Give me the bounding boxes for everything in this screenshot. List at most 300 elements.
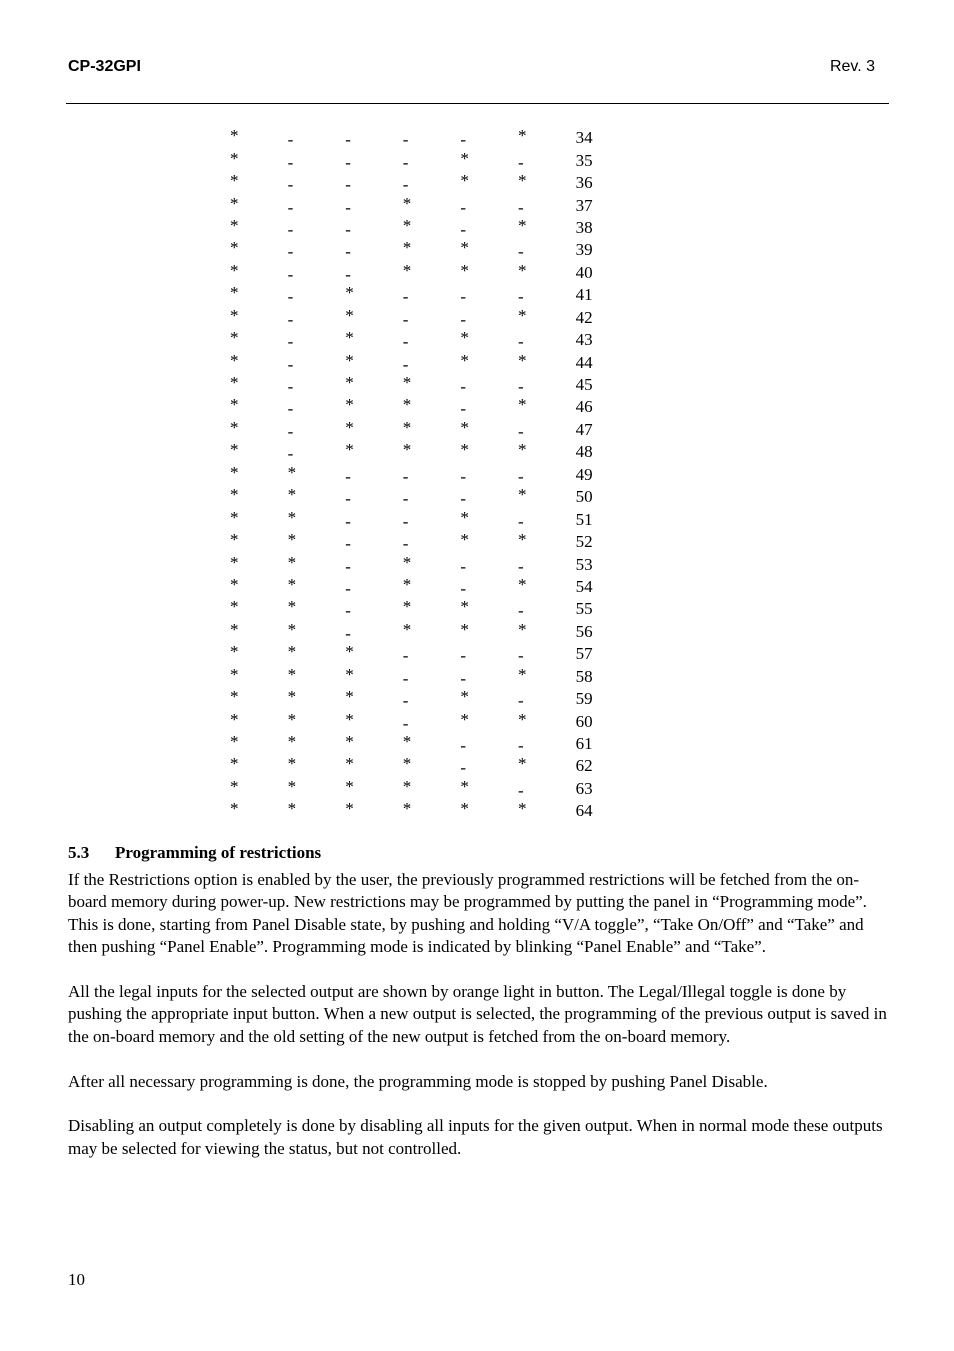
code-cell [345,351,403,373]
code-cell [288,553,346,575]
code-number: 50 [575,487,593,507]
code-cell [230,800,288,822]
code-number: 62 [575,756,593,776]
code-symbol: - [460,736,467,756]
code-number: 48 [575,442,593,462]
code-cell [345,239,403,261]
code-cell [230,666,288,688]
code-symbol: - [402,668,409,688]
code-symbol: * [230,283,239,303]
code-symbol: * [230,687,239,707]
code-cell [460,307,518,329]
code-symbol: * [230,574,239,594]
code-number: 56 [575,621,593,641]
code-symbol: - [287,242,294,262]
code-cell [345,755,403,777]
code-symbol: * [287,507,297,527]
code-symbol: * [517,260,527,280]
code-cell [345,643,403,665]
code-cell [345,419,403,441]
code-cell [288,149,346,171]
code-symbol: * [287,485,297,505]
code-symbol: * [402,215,412,235]
code-symbol: - [460,219,467,239]
code-symbol: * [460,507,469,527]
code-symbol: * [460,148,469,168]
code-row [230,239,616,261]
code-symbol: * [345,642,354,662]
code-symbol: * [402,417,412,437]
code-number: 51 [575,509,593,529]
code-cell [288,374,346,396]
code-row [230,127,616,149]
code-symbol: * [230,799,239,819]
code-symbol: - [517,556,524,576]
code-cell [288,194,346,216]
code-number: 44 [575,352,593,372]
code-number: 55 [575,599,593,619]
code-cell [345,441,403,463]
code-cell [403,396,461,418]
code-cell [460,396,518,418]
code-cell [288,800,346,822]
code-cell [403,778,461,800]
code-symbol: - [402,354,409,374]
code-row [230,329,616,351]
code-cell [288,419,346,441]
code-cell [345,374,403,396]
code-symbol: * [517,215,527,235]
code-symbol: * [517,619,527,639]
code-symbol: - [517,287,524,307]
code-row [230,598,616,620]
code-cell [518,531,576,553]
code-cell [460,553,518,575]
code-cell [230,374,288,396]
code-cell [518,598,576,620]
code-symbol: - [402,287,409,307]
code-cell [460,149,518,171]
code-cell [460,464,518,486]
code-cell [345,486,403,508]
code-row [230,441,616,463]
code-cell [403,262,461,284]
code-number: 43 [575,330,593,350]
code-cell [518,688,576,710]
code-symbol: - [517,780,524,800]
code-cell [345,464,403,486]
code-symbol: - [287,175,294,195]
code-cell [345,194,403,216]
code-symbol: * [230,126,239,146]
code-cell [345,172,403,194]
code-symbol: * [517,350,527,370]
code-cell [403,621,461,643]
code-cell [403,666,461,688]
code-cell [403,733,461,755]
code-cell [403,441,461,463]
code-row [230,508,616,530]
code-symbol: - [345,219,351,239]
code-symbol: - [460,130,467,150]
page-number: 10 [68,1270,85,1289]
code-row [230,710,616,732]
code-symbol: * [345,687,354,707]
code-cell [460,733,518,755]
code-symbol: - [345,489,351,509]
code-symbol: - [402,130,409,150]
code-cell [230,710,288,732]
code-symbol: - [460,377,467,397]
code-number: 52 [575,532,593,552]
code-symbol: * [460,619,469,639]
code-symbol: * [345,305,354,325]
code-symbol: * [230,754,239,774]
code-row [230,217,616,239]
code-symbol: - [460,466,467,486]
code-cell [345,217,403,239]
code-cell [403,710,461,732]
code-symbol: * [230,328,239,348]
code-number: 45 [575,375,593,395]
code-symbol: * [230,709,239,729]
code-cell [403,755,461,777]
code-cell [518,351,576,373]
code-cell [288,262,346,284]
code-cell [403,531,461,553]
code-symbol: - [287,377,294,397]
code-cell [403,374,461,396]
code-symbol: * [460,799,469,819]
code-cell [288,441,346,463]
code-cell [403,284,461,306]
code-symbol: * [402,373,412,393]
code-symbol: * [517,395,527,415]
code-symbol: * [230,462,239,482]
code-cell [403,149,461,171]
code-cell [518,733,576,755]
code-cell [460,643,518,665]
code-cell [288,284,346,306]
code-cell [345,598,403,620]
code-symbol: * [230,417,239,437]
code-cell [460,621,518,643]
code-symbol: * [460,776,469,796]
code-row [230,800,616,822]
code-symbol: * [402,193,412,213]
code-cell [460,419,518,441]
code-cell [460,351,518,373]
code-cell [403,419,461,441]
code-cell [460,710,518,732]
code-symbol: * [287,530,297,550]
code-symbol: - [345,534,351,554]
code-symbol: - [402,175,409,195]
code-cell [345,710,403,732]
code-cell [345,149,403,171]
code-symbol: - [460,287,467,307]
code-cell [460,688,518,710]
code-cell [230,508,288,530]
code-symbol: * [460,687,469,707]
code-symbol: - [345,197,351,217]
code-cell [230,396,288,418]
code-symbol: * [460,530,469,550]
code-cell [288,643,346,665]
code-row [230,262,616,284]
code-symbol: * [287,597,297,617]
header-divider [66,103,889,104]
code-row [230,755,616,777]
code-symbol: * [230,619,239,639]
code-symbol: - [460,489,467,509]
code-cell [230,419,288,441]
code-cell [288,576,346,598]
code-symbol: - [402,332,409,352]
code-number: 39 [575,240,593,260]
code-symbol: - [517,511,524,531]
code-cell [288,217,346,239]
code-symbol: * [230,350,239,370]
paragraph: All the legal inputs for the selected output are shown by orange light in button. The Legal/Illegal toggle is done by pushing the appropriate input button. When a new output is selected, the programming of the previous output is saved in the on-board memory and the old setting of the new output is fetched from the on-board memory. [68,982,887,1046]
code-symbol: - [517,691,524,711]
code-cell [518,307,576,329]
code-cell [460,194,518,216]
code-cell [460,531,518,553]
code-symbol: - [402,534,409,554]
code-symbol: - [402,691,409,711]
code-cell [345,329,403,351]
code-row [230,688,616,710]
code-cell [460,576,518,598]
code-number: 59 [575,689,593,709]
code-cell [518,127,576,149]
code-symbol: * [517,574,527,594]
code-symbol: - [460,399,467,419]
code-symbol: - [460,758,467,778]
code-cell [288,464,346,486]
code-cell [460,217,518,239]
code-symbol: * [460,260,469,280]
code-cell [288,239,346,261]
code-symbol: - [287,197,294,217]
code-symbol: - [517,152,524,172]
paragraph: If the Restrictions option is enabled by the user, the previously programmed restrictions will be fetched from the on-board memory during power-up. New restrictions may be programmed by putting the panel in “Programming mode”. This is done, starting from Panel Disable state, by pushing and holding “V/A toggle”, “Take On/Off” and “Take” and then pushing “Panel Enable”. Programming mode is indicated by blinking “Panel Enable” and “Take”. [68,870,867,957]
code-cell [403,486,461,508]
code-row [230,733,616,755]
code-symbol: * [287,574,297,594]
code-symbol: - [345,264,351,284]
code-cell [288,755,346,777]
code-cell [460,239,518,261]
code-symbol: * [345,440,354,460]
code-cell [518,621,576,643]
code-cell [460,598,518,620]
code-symbol: * [517,440,527,460]
code-cell [518,396,576,418]
document-title: CP-32GPI [68,58,141,75]
code-symbol: * [345,776,354,796]
code-symbol: * [345,417,354,437]
code-cell [460,374,518,396]
code-cell [460,172,518,194]
code-cell [230,598,288,620]
code-cell [288,127,346,149]
code-symbol: * [287,709,297,729]
code-symbol: * [230,776,239,796]
code-symbol: - [345,175,351,195]
section-number: 5.3 [68,843,90,862]
code-number: 49 [575,464,593,484]
code-cell [230,486,288,508]
code-cell [230,553,288,575]
code-symbol: * [230,238,239,258]
code-symbol: * [230,171,239,191]
code-symbol: * [402,238,412,258]
code-cell [403,553,461,575]
code-symbol: * [230,193,239,213]
code-symbol: - [345,242,351,262]
code-number: 37 [575,195,593,215]
code-number: 41 [575,285,593,305]
code-symbol: * [517,305,527,325]
code-symbol: * [345,373,354,393]
code-cell [518,217,576,239]
code-cell [460,127,518,149]
code-cell [288,329,346,351]
code-cell [288,778,346,800]
code-symbol: * [460,328,469,348]
code-cell [345,733,403,755]
code-table [230,127,616,823]
code-cell [460,508,518,530]
code-symbol: * [460,238,469,258]
code-cell [518,666,576,688]
section-title: Programming of restrictions [115,843,322,862]
code-number: 42 [575,307,593,327]
code-symbol: * [517,664,527,684]
code-symbol: * [517,799,527,819]
code-cell [288,710,346,732]
code-cell [288,508,346,530]
code-row [230,621,616,643]
code-number: 64 [575,801,593,821]
code-cell [460,284,518,306]
code-symbol: * [345,328,354,348]
code-symbol: - [287,130,294,150]
code-cell [518,329,576,351]
code-row [230,643,616,665]
code-cell [403,508,461,530]
code-cell [518,576,576,598]
code-number: 46 [575,397,593,417]
code-cell [345,666,403,688]
code-symbol: - [460,309,467,329]
code-symbol: * [230,395,239,415]
code-cell [345,127,403,149]
code-symbol: - [402,466,409,486]
code-cell [288,172,346,194]
code-number: 54 [575,576,593,596]
code-symbol: * [402,440,412,460]
code-symbol: - [517,421,524,441]
code-cell [403,643,461,665]
code-symbol: - [345,130,351,150]
code-number: 53 [575,554,593,574]
code-cell [230,149,288,171]
code-row [230,396,616,418]
code-cell [518,194,576,216]
code-symbol: * [230,485,239,505]
code-symbol: * [345,395,354,415]
code-cell [403,351,461,373]
code-symbol: * [287,799,297,819]
code-symbol: * [345,799,354,819]
code-symbol: * [230,552,239,572]
code-symbol: * [345,664,354,684]
code-cell [345,800,403,822]
code-symbol: - [345,152,351,172]
code-symbol: - [460,646,467,666]
code-symbol: * [345,754,354,774]
code-cell [403,217,461,239]
code-cell [518,553,576,575]
code-cell [518,149,576,171]
code-cell [518,486,576,508]
code-symbol: * [402,260,412,280]
code-symbol: - [345,578,351,598]
code-cell [403,194,461,216]
code-cell [230,284,288,306]
code-symbol: - [517,466,524,486]
code-symbol: - [345,601,351,621]
code-cell [518,800,576,822]
code-symbol: * [287,776,297,796]
code-number: 61 [575,734,593,754]
section-heading [68,843,321,863]
code-cell [518,239,576,261]
code-row [230,464,616,486]
code-cell [345,688,403,710]
code-cell [230,194,288,216]
code-symbol: * [402,776,412,796]
code-number: 58 [575,666,593,686]
code-symbol: - [517,601,524,621]
code-row [230,531,616,553]
code-cell [230,239,288,261]
code-symbol: * [402,574,412,594]
code-cell [345,396,403,418]
code-row [230,307,616,329]
code-symbol: - [345,623,351,643]
code-symbol: * [402,395,412,415]
code-symbol: - [287,264,294,284]
code-symbol: - [345,511,351,531]
code-cell [403,127,461,149]
code-symbol: - [402,489,409,509]
code-symbol: - [402,713,409,733]
code-cell [518,172,576,194]
code-symbol: * [460,350,469,370]
code-symbol: * [460,709,469,729]
code-symbol: * [517,709,527,729]
code-symbol: * [287,462,297,482]
code-table-body [230,127,616,823]
code-symbol: - [287,444,294,464]
code-symbol: * [287,687,297,707]
code-symbol: * [402,619,412,639]
code-symbol: - [287,287,294,307]
